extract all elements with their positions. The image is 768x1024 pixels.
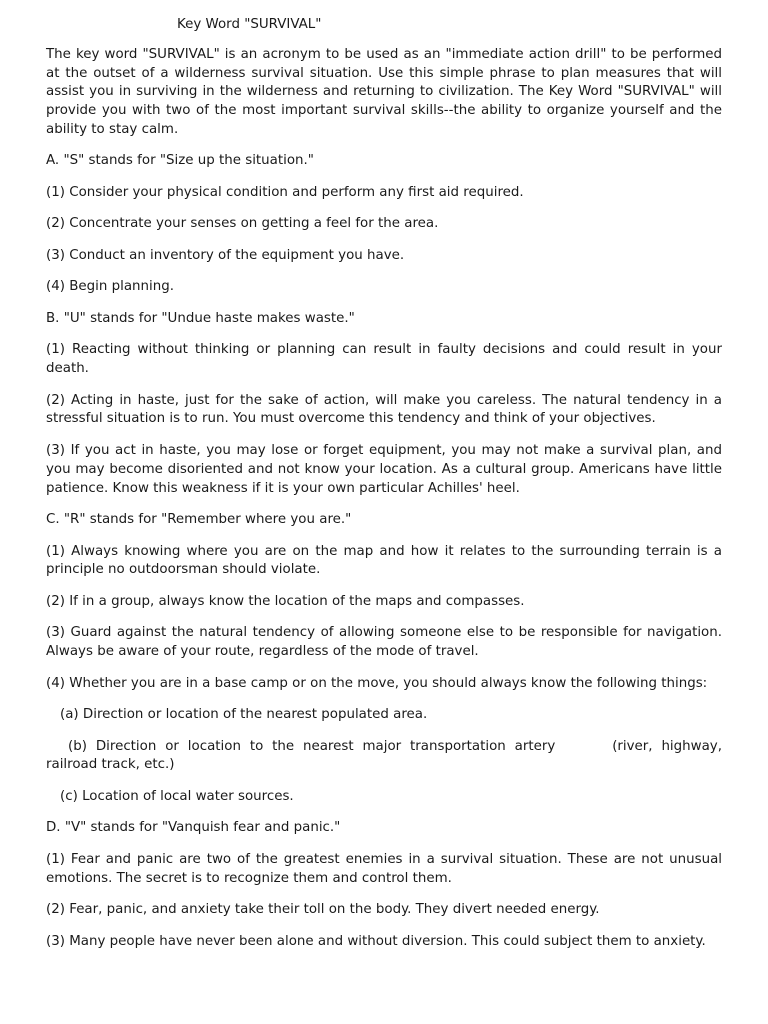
section-c-item-3: (3) Guard against the natural tendency of allowing someone else to be responsible for navigation. Always be aware of your route, regardless of the mode of travel. (46, 625, 722, 660)
section-b-item-1: (1) Reacting without thinking or planning can result in faulty decisions and could result in your death. (46, 342, 722, 377)
section-c-heading: C. "R" stands for "Remember where you are." (46, 512, 352, 528)
section-c-item-4: (4) Whether you are in a base camp or on the move, you should always know the following things: (46, 675, 708, 691)
section-c-item-2: (2) If in a group, always know the location of the maps and compasses. (46, 593, 525, 609)
section-d-item-3: (3) Many people have never been alone and without diversion. This could subject them to anxiety. (46, 933, 706, 949)
page-title: Key Word "SURVIVAL" (177, 17, 322, 32)
section-a-item-4: (4) Begin planning. (46, 279, 174, 295)
section-a-item-2: (2) Concentrate your senses on getting a feel for the area. (46, 216, 439, 232)
section-c-subitem-b (46, 738, 722, 776)
section-a-heading: A. "S" stands for "Size up the situation." (46, 153, 314, 169)
section-b-item-3: (3) If you act in haste, you may lose or forget equipment, you may not make a survival plan, and you may become disoriented and not know your location. As a cultural group. Americans have little patience. Know this weakness if it is your own particular Achilles' heel. (46, 442, 722, 496)
section-d-item-1: (1) Fear and panic are two of the greatest enemies in a survival situation. These are not unusual emotions. The secret is to recognize them and control them. (46, 851, 722, 886)
section-d-heading: D. "V" stands for "Vanquish fear and panic." (46, 820, 341, 836)
document-page (46, 16, 722, 964)
section-c-subitem-b-part1: (b) Direction or location to the nearest major transportation artery (68, 738, 556, 754)
section-c-subitem-c: (c) Location of local water sources. (60, 788, 294, 804)
section-c-item-1: (1) Always knowing where you are on the map and how it relates to the surrounding terrain is a principle no outdoorsman should violate. (46, 543, 722, 578)
section-c-subitem-a: (a) Direction or location of the nearest populated area. (60, 707, 428, 723)
section-a-item-1: (1) Consider your physical condition and perform any first aid required. (46, 184, 524, 200)
section-c-subitem-b-part2: (river, highway, railroad track, etc.) (46, 738, 722, 773)
section-b-item-2: (2) Acting in haste, just for the sake of action, will make you careless. The natural tendency in a stressful situation is to run. You must overcome this tendency and think of your objectives. (46, 392, 722, 427)
section-d-item-2: (2) Fear, panic, and anxiety take their toll on the body. They divert needed energy. (46, 902, 600, 918)
intro-paragraph: The key word "SURVIVAL" is an acronym to be used as an "immediate action drill" to be performed at the outset of a wilderness survival situation. Use this simple phrase to plan measures that will assist you in surviving in the wilderness and returning to civilization. The Key Word "SURVIVAL" will provide you with two of the most important survival skills--the ability to organize yourself and the ability to stay calm. (46, 46, 722, 137)
section-a-item-3: (3) Conduct an inventory of the equipment you have. (46, 247, 405, 263)
section-b-heading: B. "U" stands for "Undue haste makes waste." (46, 310, 355, 326)
